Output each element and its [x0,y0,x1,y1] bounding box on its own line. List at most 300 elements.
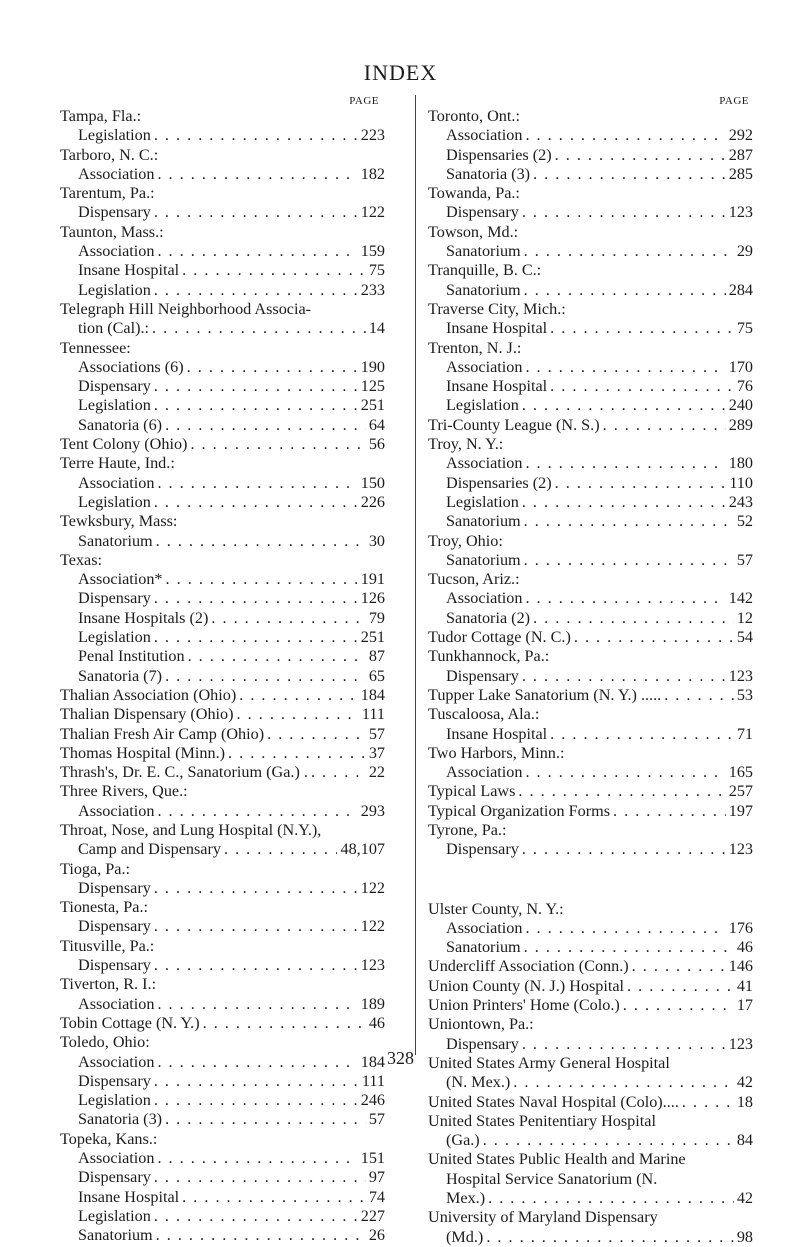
index-entry [428,977,753,996]
column-divider [415,95,416,1055]
entry-page-number: 111 [361,1071,385,1090]
dot-leader [156,1226,366,1245]
entry-page-number: 48,107 [340,840,385,859]
entry-label: Ulster County, N. Y.: [428,899,564,918]
index-entry [428,628,753,647]
index-entry [428,242,753,261]
dot-leader [154,1072,359,1091]
entry-page-number: 123 [728,203,753,222]
entry-label: Thalian Fresh Air Camp (Ohio) [60,724,265,743]
entry-page-number: 46 [368,1013,385,1032]
entry-label: Legislation [78,280,151,299]
entry-label: Toledo, Ohio: [60,1033,150,1052]
entry-page-number: 184 [360,1052,385,1071]
dot-leader [237,705,359,724]
dot-leader [522,203,726,222]
dot-leader [190,435,365,454]
entry-label: Titusville, Pa.: [60,936,155,955]
entry-page-number: 17 [736,996,753,1015]
index-entry [60,493,385,512]
index-entry [428,1093,753,1112]
entry-page-number: 79 [368,608,385,627]
dot-leader [154,956,358,975]
entry-label: Tuscaloosa, Ala.: [428,705,540,724]
dot-leader [533,609,734,628]
entry-page-number: 191 [360,570,385,589]
dot-leader [522,840,726,859]
index-entry [428,416,753,435]
index-entry [60,126,385,145]
entry-page-number: 41 [736,976,753,995]
dot-leader [518,782,725,801]
index-entry [428,647,753,666]
entry-label: Telegraph Hill Neighborhood Associa- [60,299,312,318]
entry-label: Insane Hospital [78,261,180,280]
entry-label: Association [78,994,155,1013]
index-entry [60,1072,385,1091]
dot-leader [157,1149,357,1168]
entry-label: Dispensary [78,203,151,222]
entry-page-number: 97 [368,1168,385,1187]
entry-page-number: 246 [360,1091,385,1110]
index-entry [60,319,385,338]
index-entry [60,1014,385,1033]
index-entry [428,705,753,724]
dot-leader [525,454,725,473]
entry-page-number: 125 [360,377,385,396]
index-entry [60,898,385,917]
entry-page-number: 37 [368,743,385,762]
dot-leader [488,1189,734,1208]
entry-label: Troy, N. Y.: [428,435,504,454]
index-entry [428,551,753,570]
entry-label: Towson, Md.: [428,222,519,241]
index-entry [428,512,753,531]
index-entry [428,532,753,551]
entry-label: Sanatorium [446,512,521,531]
entry-page-number: 84 [736,1131,753,1150]
dot-leader [627,977,734,996]
entry-label: Tioga, Pa.: [60,859,131,878]
entry-label: Legislation [78,628,151,647]
entry-label: Union Printers' Home (Colo.) [428,996,620,1015]
index-entry [60,917,385,936]
entry-label: Association [78,164,155,183]
page-column-header: PAGE [349,95,379,107]
entry-page-number: 251 [360,628,385,647]
entry-list [60,107,385,1246]
index-entry [60,705,385,724]
dot-leader [613,802,726,821]
index-entry [60,802,385,821]
entry-label: (Md.) [446,1227,484,1246]
entry-label: Dispensary [446,840,519,859]
entry-page-number: 87 [368,647,385,666]
index-entry [428,358,753,377]
index-entry [60,107,385,126]
entry-page-number: 123 [360,956,385,975]
entry-label: Tri-County League (N. S.) [428,415,600,434]
index-entry [428,435,753,454]
entry-list [428,107,753,860]
entry-page-number: 98 [736,1227,753,1246]
entry-label: Association [78,473,155,492]
entry-label: Penal Institution [78,647,185,666]
entry-page-number: 197 [728,801,753,820]
entry-label: Insane Hospital [446,377,548,396]
entry-page-number: 123 [728,840,753,859]
entry-label: Thalian Dispensary (Ohio) [60,705,234,724]
index-entry [60,1207,385,1226]
dot-leader [152,319,366,338]
entry-page-number: 146 [728,957,753,976]
index-entry [60,570,385,589]
dot-leader [154,1207,358,1226]
entry-page-number: 233 [360,280,385,299]
index-entry [428,1073,753,1092]
index-entry [60,1130,385,1149]
index-entry [428,493,753,512]
index-entry [428,802,753,821]
dot-leader [154,589,358,608]
entry-page-number: 284 [728,280,753,299]
dot-leader [165,667,366,686]
entry-label: Traverse City, Mich.: [428,299,566,318]
index-entry [60,589,385,608]
entry-label: Sanatoria (7) [78,666,163,685]
entry-label: Tupper Lake Sanatorium (N. Y.) ..... [428,685,662,704]
entry-label: Dispensaries (2) [446,145,552,164]
index-entry [428,763,753,782]
dot-leader [228,744,366,763]
dot-leader [682,1093,734,1112]
index-entry [60,609,385,628]
entry-page-number: 52 [736,512,753,531]
entry-page-number: 74 [368,1187,385,1206]
index-entry [60,975,385,994]
entry-label: Mex.) [446,1189,486,1208]
entry-label: Dispensary [446,666,519,685]
entry-label: Tranquille, B. C.: [428,261,542,280]
entry-label: Sanatorium [446,938,521,957]
entry-page-number: 126 [360,589,385,608]
index-entry [60,203,385,222]
index-entry [60,300,385,319]
index-entry [60,782,385,801]
index-entry [428,377,753,396]
entry-label: Topeka, Kans.: [60,1129,158,1148]
dot-leader [182,1188,366,1207]
entry-label: Dispensary [78,917,151,936]
dot-leader [522,396,726,415]
entry-page-number: 42 [736,1189,753,1208]
entry-page-number: 122 [360,878,385,897]
dot-leader [203,1014,366,1033]
index-entry [60,763,385,782]
dot-leader [165,416,366,435]
entry-label: Association [446,763,523,782]
entry-label: Legislation [78,1206,151,1225]
entry-label: Association [78,1149,155,1168]
dot-leader [555,474,727,493]
dot-leader [166,570,358,589]
dot-leader [154,203,358,222]
index-entry [428,474,753,493]
dot-leader [522,667,726,686]
entry-label: Tent Colony (Ohio) [60,435,188,454]
entry-page-number: 12 [736,608,753,627]
entry-label: Tyrone, Pa.: [428,820,507,839]
entry-page-number: 251 [360,396,385,415]
entry-label: Legislation [78,396,151,415]
dot-leader [154,377,358,396]
entry-page-number: 26 [368,1226,385,1245]
entry-label: Association [446,918,523,937]
entry-label: Hospital Service Sanatorium (N. [446,1169,658,1188]
entry-label: Trenton, N. J.: [428,338,522,357]
entry-page-number: 150 [360,473,385,492]
index-entry [428,126,753,145]
entry-label: Sanatoria (3) [78,1110,163,1129]
entry-label: Association [446,589,523,608]
index-entry [428,184,753,203]
index-entry [428,667,753,686]
dot-leader [154,396,358,415]
dot-leader [157,242,357,261]
entry-label: Thrash's, Dr. E. C., Sanatorium (Ga.) . [60,763,308,782]
entry-label: Three Rivers, Que.: [60,782,188,801]
dot-leader [311,763,366,782]
dot-leader [603,416,726,435]
dot-leader [154,281,358,300]
index-entry [428,782,753,801]
index-entry [60,416,385,435]
index-entry [428,223,753,242]
index-entry [428,1112,753,1131]
dot-leader [524,551,734,570]
entry-page-number: 293 [360,801,385,820]
index-entry [60,339,385,358]
entry-page-number: 180 [728,454,753,473]
index-entry [60,146,385,165]
dot-leader [267,725,366,744]
index-entry [60,1149,385,1168]
entry-label: Tampa, Fla.: [60,107,142,125]
entry-page-number: 57 [368,724,385,743]
entry-label: Tobin Cottage (N. Y.) [60,1013,200,1032]
entry-page-number: 257 [728,782,753,801]
entry-page-number: 227 [360,1206,385,1225]
entry-page-number: 287 [728,145,753,164]
entry-page-number: 123 [728,1034,753,1053]
dot-leader [550,377,734,396]
entry-label: United States Penitentiary Hospital [428,1111,656,1130]
entry-label: Legislation [78,492,151,511]
index-entry [60,281,385,300]
entry-label: Dispensary [78,1168,151,1187]
index-entry [60,358,385,377]
entry-page-number: 122 [360,203,385,222]
index-entry [428,146,753,165]
entry-page-number: 184 [360,685,385,704]
entry-label: Undercliff Association (Conn.) [428,957,629,976]
dot-leader [525,919,725,938]
entry-page-number: 159 [360,242,385,261]
dot-leader [525,589,725,608]
index-entry [428,570,753,589]
entry-page-number: 285 [728,164,753,183]
entry-label: Troy, Ohio: [428,531,503,550]
entry-page-number: 54 [736,628,753,647]
index-column-right [428,95,753,1247]
entry-page-number: 75 [736,319,753,338]
index-entry [428,319,753,338]
dot-leader [154,1168,366,1187]
entry-page-number: 42 [736,1073,753,1092]
index-entry [60,821,385,840]
index-entry [428,938,753,957]
entry-label: Sanatorium [78,1226,153,1245]
entry-label: Union County (N. J.) Hospital [428,976,625,995]
entry-label: Tarboro, N. C.: [60,145,159,164]
entry-page-number: 56 [368,435,385,454]
index-entry [428,396,753,415]
entry-label: Dispensary [446,1034,519,1053]
entry-page-number: 182 [360,164,385,183]
dot-leader [188,647,366,666]
index-entry [60,532,385,551]
entry-label: Tunkhannock, Pa.: [428,647,550,666]
entry-page-number: 75 [368,261,385,280]
dot-leader [154,917,358,936]
index-entry [60,1168,385,1187]
entry-label: Insane Hospitals (2) [78,608,209,627]
index-entry [428,339,753,358]
index-entry [428,686,753,705]
index-entry [428,281,753,300]
index-entry [428,1150,753,1169]
index-entry [428,1131,753,1150]
entry-label: United States Naval Hospital (Colo).... [428,1092,679,1111]
index-entry [428,725,753,744]
dot-leader [156,532,366,551]
entry-label: Dispensary [78,1071,151,1090]
index-entry [60,242,385,261]
dot-leader [513,1073,734,1092]
dot-leader [154,126,358,145]
index-entry [428,203,753,222]
entry-label: Sanatoria (3) [446,164,531,183]
entry-label: Typical Organization Forms [428,801,610,820]
index-entry [428,107,753,126]
entry-page-number: 65 [368,666,385,685]
entry-label: Tarentum, Pa.: [60,184,155,203]
index-column-left [60,95,385,1246]
index-entry [60,454,385,473]
page-column-header: PAGE [719,95,749,107]
entry-label: Thomas Hospital (Minn.) [60,743,226,762]
dot-leader [555,146,726,165]
index-entry [428,165,753,184]
entry-page-number: 18 [736,1092,753,1111]
section-gap [428,860,753,900]
entry-label: Dispensary [446,203,519,222]
dot-leader [524,938,734,957]
entry-page-number: 111 [361,705,385,724]
index-entry [428,821,753,840]
entry-label: Sanatorium [446,242,521,261]
dot-leader [623,996,734,1015]
index-entry [60,628,385,647]
index-entry [60,377,385,396]
entry-label: Sanatorium [446,280,521,299]
index-entry [60,165,385,184]
dot-leader [157,165,357,184]
dot-leader [664,686,734,705]
index-entry [428,261,753,280]
index-entry [60,667,385,686]
entry-page-number: 71 [736,724,753,743]
index-entry [60,725,385,744]
index-entry [60,474,385,493]
entry-page-number: 243 [728,492,753,511]
index-entry [428,957,753,976]
dot-leader [525,126,725,145]
entry-label: Sanatoria (2) [446,608,531,627]
dot-leader [574,628,734,647]
entry-label: Association [78,801,155,820]
entry-page-number: 151 [360,1149,385,1168]
entry-page-number: 190 [360,357,385,376]
dot-leader [154,1091,358,1110]
index-entry [60,223,385,242]
entry-label: Sanatorium [78,531,153,550]
dot-leader [522,493,726,512]
index-entry [60,1110,385,1129]
index-entry [428,744,753,763]
dot-leader [632,957,726,976]
entry-list [428,900,753,1247]
index-entry [60,860,385,879]
index-entry [428,1189,753,1208]
dot-leader [524,242,734,261]
entry-page-number: 292 [728,126,753,145]
entry-label: Terre Haute, Ind.: [60,454,175,473]
entry-page-number: 122 [360,917,385,936]
index-entry [428,900,753,919]
index-entry [60,1188,385,1207]
index-entry [60,512,385,531]
entry-label: Association [446,357,523,376]
index-entry [60,435,385,454]
entry-page-number: 53 [736,685,753,704]
dot-leader [533,165,726,184]
entry-page-number: 76 [736,377,753,396]
entry-label: Association [78,242,155,261]
entry-label: Tucson, Ariz.: [428,570,520,589]
entry-label: Insane Hospital [446,319,548,338]
entry-label: Tionesta, Pa.: [60,898,148,917]
entry-label: Associations (6) [78,357,184,376]
entry-label: Camp and Dispensary [78,840,221,859]
index-entry [60,261,385,280]
dot-leader [154,493,358,512]
index-entry [60,840,385,859]
entry-page-number: 30 [368,531,385,550]
entry-label: Legislation [446,396,519,415]
entry-label: Thalian Association (Ohio) [60,685,237,704]
entry-page-number: 189 [360,994,385,1013]
